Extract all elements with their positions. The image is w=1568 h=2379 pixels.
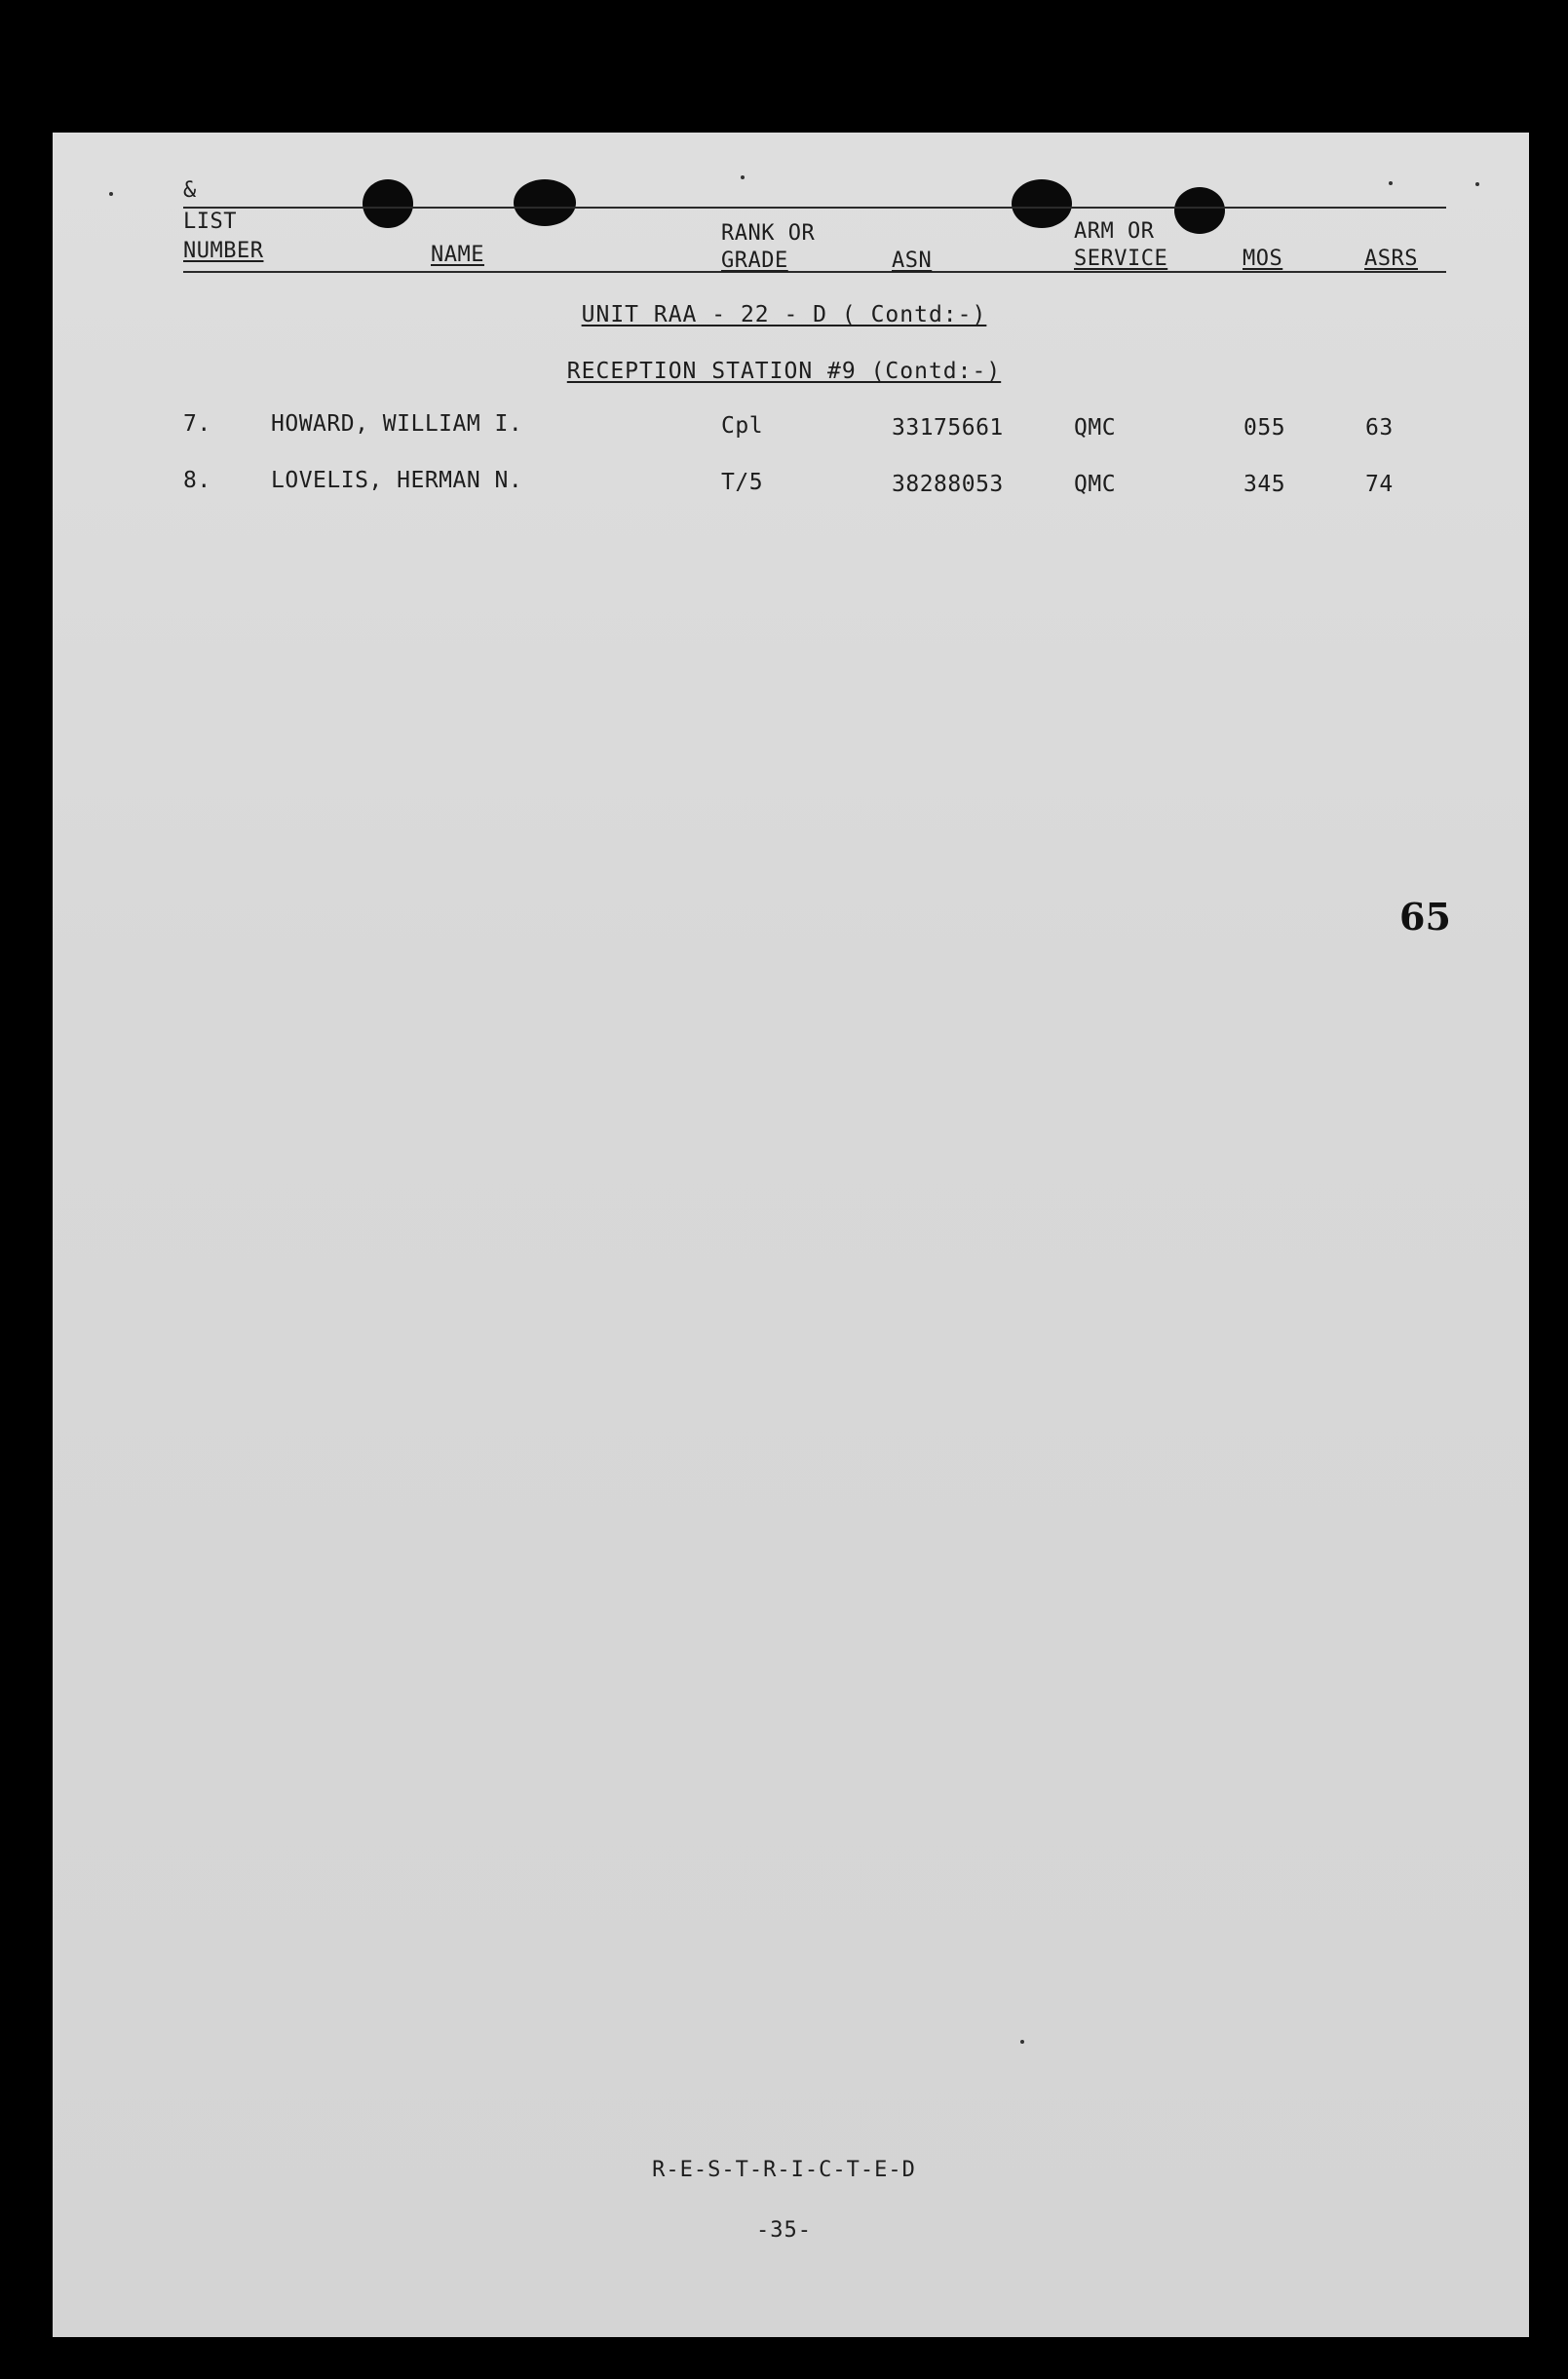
row-1-asn: 33175661 (892, 415, 1004, 441)
speck (109, 192, 113, 196)
row-1-service: QMC (1074, 415, 1117, 441)
header-number-label: NUMBER (183, 239, 264, 263)
header-mos-label: MOS (1243, 247, 1283, 271)
header-arm-label: ARM OR (1074, 219, 1155, 244)
header-name-label: NAME (431, 243, 484, 267)
speck (741, 175, 745, 179)
document-page (53, 133, 1529, 2337)
row-2-rank: T/5 (721, 470, 764, 495)
restricted-label: R-E-S-T-R-I-C-T-E-D (652, 2158, 916, 2182)
header-asn-label: ASN (892, 249, 933, 273)
row-1-mos: 055 (1243, 415, 1286, 441)
punch-hole-1 (363, 179, 413, 228)
page-number: -35- (756, 2218, 812, 2243)
punch-hole-3 (1012, 179, 1072, 228)
header-service-label: SERVICE (1074, 247, 1168, 271)
header-rank-label: RANK OR (721, 221, 816, 246)
row-2-name: LOVELIS, HERMAN N. (271, 468, 523, 493)
header-grade-label: GRADE (721, 249, 788, 273)
row-2-mos: 345 (1243, 472, 1286, 497)
row-2-number: 8. (183, 468, 211, 493)
row-2-asrs: 74 (1365, 472, 1394, 497)
header-bottom-rule (183, 271, 1446, 273)
row-1-number: 7. (183, 411, 211, 437)
header-top-rule (183, 207, 1446, 209)
station-title: RECEPTION STATION #9 (Contd:-) (566, 359, 1002, 384)
row-2-asn: 38288053 (892, 472, 1004, 497)
speck (1389, 181, 1393, 185)
stamp-number: 65 (1399, 895, 1451, 939)
row-1-asrs: 63 (1365, 415, 1394, 441)
speck (1475, 182, 1479, 186)
unit-title: UNIT RAA - 22 - D ( Contd:-) (581, 302, 987, 327)
speck (1020, 2040, 1024, 2044)
punch-hole-2 (514, 179, 576, 226)
header-ampersand: & (183, 178, 197, 203)
row-1-name: HOWARD, WILLIAM I. (271, 411, 523, 437)
header-asrs-label: ASRS (1364, 247, 1418, 271)
header-list-label: LIST (183, 210, 237, 234)
row-1-rank: Cpl (721, 413, 764, 439)
row-2-service: QMC (1074, 472, 1117, 497)
punch-hole-4 (1174, 187, 1225, 234)
